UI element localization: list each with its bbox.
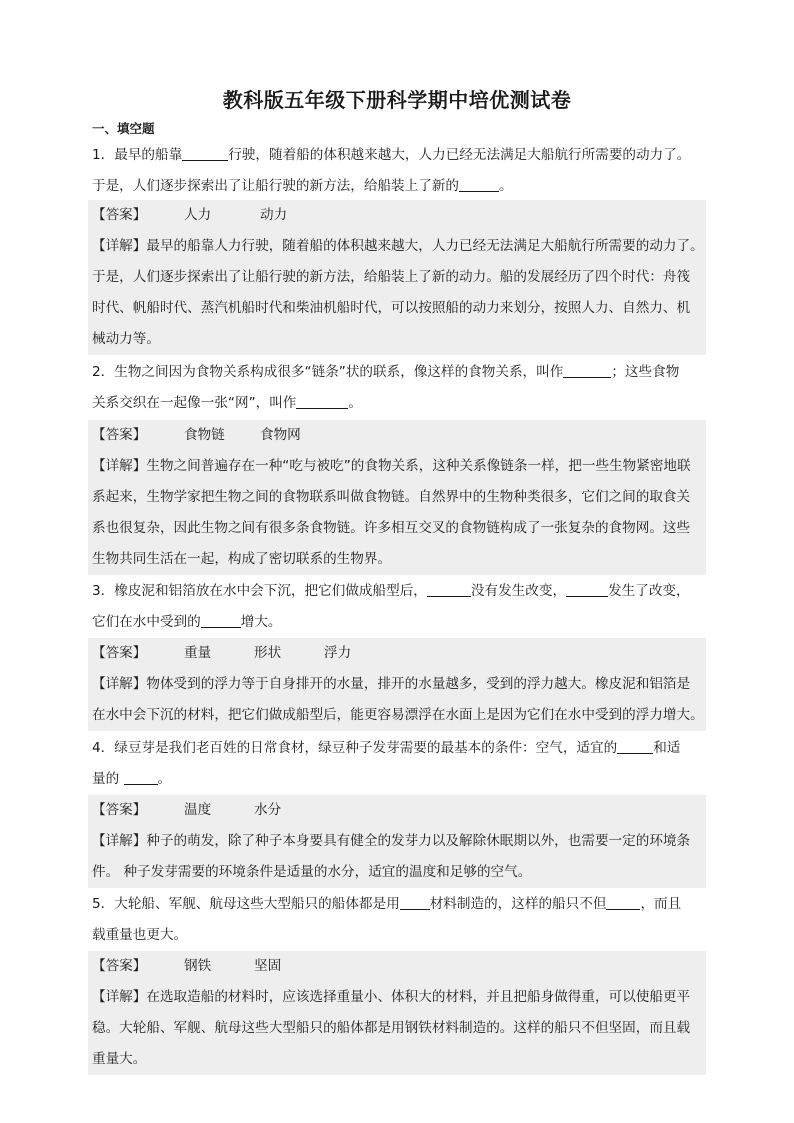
answer-row: 【答案】 重量 形状 浮力 [92, 645, 352, 661]
answer-row: 【答案】 钢铁 坚固 [92, 958, 282, 974]
answer-box-4 [88, 795, 706, 888]
detail-line: 重量大。 [92, 1051, 147, 1067]
answer-box-1 [88, 200, 706, 355]
answer-blank [182, 146, 228, 161]
answer-blank [459, 177, 499, 192]
answer-box-3 [88, 638, 706, 731]
question-4: 4．绿豆芽是我们老百姓的日常食材，绿豆种子发芽需要的最基本的条件：空气，适宜的 和适 量的 。 [92, 740, 681, 787]
answer-box-2 [88, 420, 706, 575]
detail-line: 【详解】物体受到的浮力等于自身排开的水量，排开的水量越多，受到的浮力越大。橡皮泥和铝箔是 [92, 676, 691, 692]
detail-line: 于是，人们逐步探索出了让船行驶的新方法，给船装上了新的动力。船的发展经历了四个时代：舟筏 [92, 269, 691, 285]
answer-blank [617, 739, 653, 754]
detail-line: 【详解】最早的船靠人力行驶，随着船的体积越来越大，人力已经无法满足大船航行所需要的动力了。 [92, 238, 704, 254]
detail-line: 时代、帆船时代、蒸汽机船时代和柴油机船时代，可以按照船的动力来划分，按照人力、自然力、机 [92, 300, 691, 316]
detail-line: 【详解】生物之间普遍存在一种“吃与被吃”的食物关系，这种关系像链条一样，把一些生物紧密地联 [92, 458, 691, 474]
question-5: 5．大轮船、军舰、航母这些大型船只的船体都是用 材料制造的，这样的船只不但 ，而且 载重量也更大。 [92, 896, 682, 943]
question-2: 2．生物之间因为食物关系构成很多“链条”状的联系，像这样的食物关系，叫作 ；这些食物 关系交织在一起像一张“网”，叫作 。 [92, 364, 680, 411]
answer-blank [124, 770, 158, 785]
detail-line: 械动力等。 [92, 331, 160, 347]
answer-row: 【答案】 温度 水分 [92, 802, 282, 818]
answer-blank [606, 895, 640, 910]
detail-line: 件。 种子发芽需要的环境条件是适量的水分，适宜的温度和足够的空气。 [92, 864, 532, 880]
answer-blank [427, 582, 471, 597]
detail-line: 在水中会下沉的材料，把它们做成船型后，能更容易漂浮在水面上是因为它们在水中受到的浮力增大。 [92, 707, 704, 723]
answer-blank [563, 363, 611, 378]
detail-line: 【详解】种子的萌发，除了种子本身要具有健全的发芽力以及解除休眠期以外，也需要一定的环境条 [92, 833, 691, 849]
answer-row: 【答案】 食物链 食物网 [92, 427, 301, 443]
detail-line: 稳。大轮船、军舰、航母这些大型船只的船体都是用钢铁材料制造的。这样的船只不但坚固，而且载 [92, 1020, 691, 1036]
detail-line: 生物共同生活在一起，构成了密切联系的生物界。 [92, 551, 392, 567]
answer-blank [566, 582, 608, 597]
detail-line: 系起来，生物学家把生物之间的食物联系叫做食物链。自然界中的生物种类很多，它们之间的取食关 [92, 489, 691, 505]
answer-blank [400, 895, 430, 910]
answer-row: 【答案】 人力 动力 [92, 207, 288, 223]
question-3: 3．橡皮泥和铝箔放在水中会下沉，把它们做成船型后， 没有发生改变， 发生了改变， 它们在水中受到的 增大。 [92, 583, 690, 630]
detail-line: 【详解】在选取造船的材料时，应该选择重量小、体积大的材料，并且把船身做得重，可以使船更平 [92, 989, 691, 1005]
answer-blank [296, 394, 348, 409]
answer-box-5 [88, 951, 706, 1075]
section-heading: 一、填空题 [92, 121, 155, 136]
page-title: 教科版五年级下册科学期中培优测试卷 [222, 88, 572, 112]
detail-line: 系也很复杂，因此生物之间有很多条食物链。许多相互交叉的食物链构成了一张复杂的食物网。这些 [92, 520, 691, 536]
question-1: 1．最早的船靠 行驶，随着船的体积越来越大，人力已经无法满足大船航行所需要的动力了。 于是，人们逐步探索出了让船行驶的新方法，给船装上了新的 。 [92, 147, 691, 194]
answer-blank [201, 613, 241, 628]
